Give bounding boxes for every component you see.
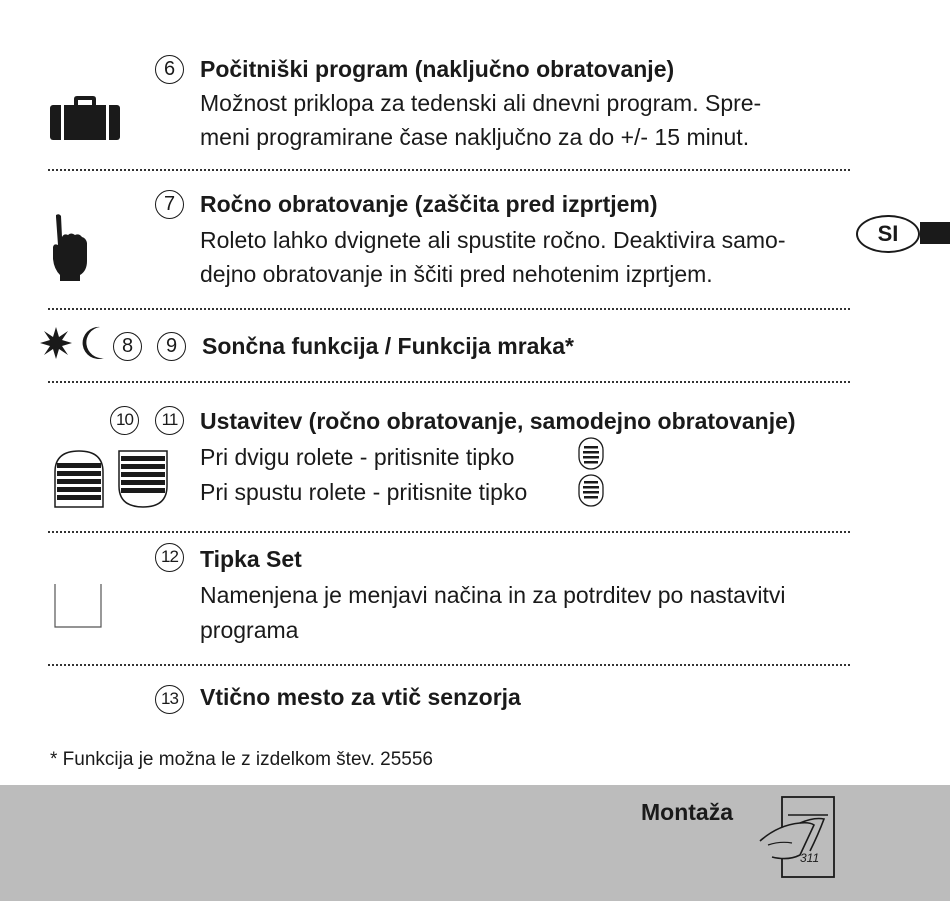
section-title-12: Tipka Set [200,546,302,572]
section-text-7-line-2: dejno obratovanje in ščiti pred nehotenim izprtjem. [200,261,713,287]
section-text-6-line-1: Možnost priklopa za tedenski ali dnevni program. Spre- [200,90,762,116]
section-title-13: Vtično mesto za vtič senzorja [200,684,521,710]
up-button-small-icon [578,437,604,470]
section-text-12-line-2: programa [200,617,299,643]
section-number-9: 9 [157,332,186,361]
section-text-10-line-2: Pri spustu rolete - pritisnite tipko [200,479,528,505]
section-title-8-9: Sončna funkcija / Funkcija mraka* [202,333,574,359]
section-title-7: Ročno obratovanje (zaščita pred izprtjem) [200,191,658,217]
page-number: 311 [800,851,820,865]
down-button-small-icon [578,474,604,507]
section-number-8: 8 [113,332,142,361]
up-button-icon [54,450,104,508]
separator [48,381,850,383]
page-footer [0,785,950,901]
section-title-10-11: Ustavitev (ročno obratovanje, samodejno obratovanje) [200,408,796,434]
section-title-6: Počitniški program (naključno obratovanje) [200,56,675,82]
section-text-12-line-1: Namenjena je menjavi načina in za potrditev po nastavitvi [200,582,786,608]
section-number-13: 13 [155,685,184,714]
manual-page-icon [758,795,838,881]
separator [48,169,850,171]
separator [48,531,850,533]
language-badge: SI [856,215,920,253]
down-button-icon [118,450,168,508]
language-tab-bar [920,222,950,244]
separator [48,664,850,666]
section-number-6: 6 [155,55,184,84]
section-number-12: 12 [155,543,184,572]
section-number-11: 11 [155,406,184,435]
suitcase-icon [50,96,120,140]
section-text-10-line-1: Pri dvigu rolete - pritisnite tipko [200,444,515,470]
section-number-10: 10 [110,406,139,435]
footer-title: Montaža [641,799,733,825]
moon-icon [80,326,106,360]
sun-icon [40,327,72,359]
section-number-7: 7 [155,190,184,219]
separator [48,308,850,310]
set-button-icon [54,584,102,628]
section-text-7-line-1: Roleto lahko dvignete ali spustite ročno. Deaktivira samo- [200,227,786,253]
hand-pointer-icon [50,213,90,281]
footnote: * Funkcija je možna le z izdelkom štev. 25556 [50,749,433,770]
section-text-6-line-2: meni programirane čase naključno za do +/- 15 minut. [200,124,750,150]
